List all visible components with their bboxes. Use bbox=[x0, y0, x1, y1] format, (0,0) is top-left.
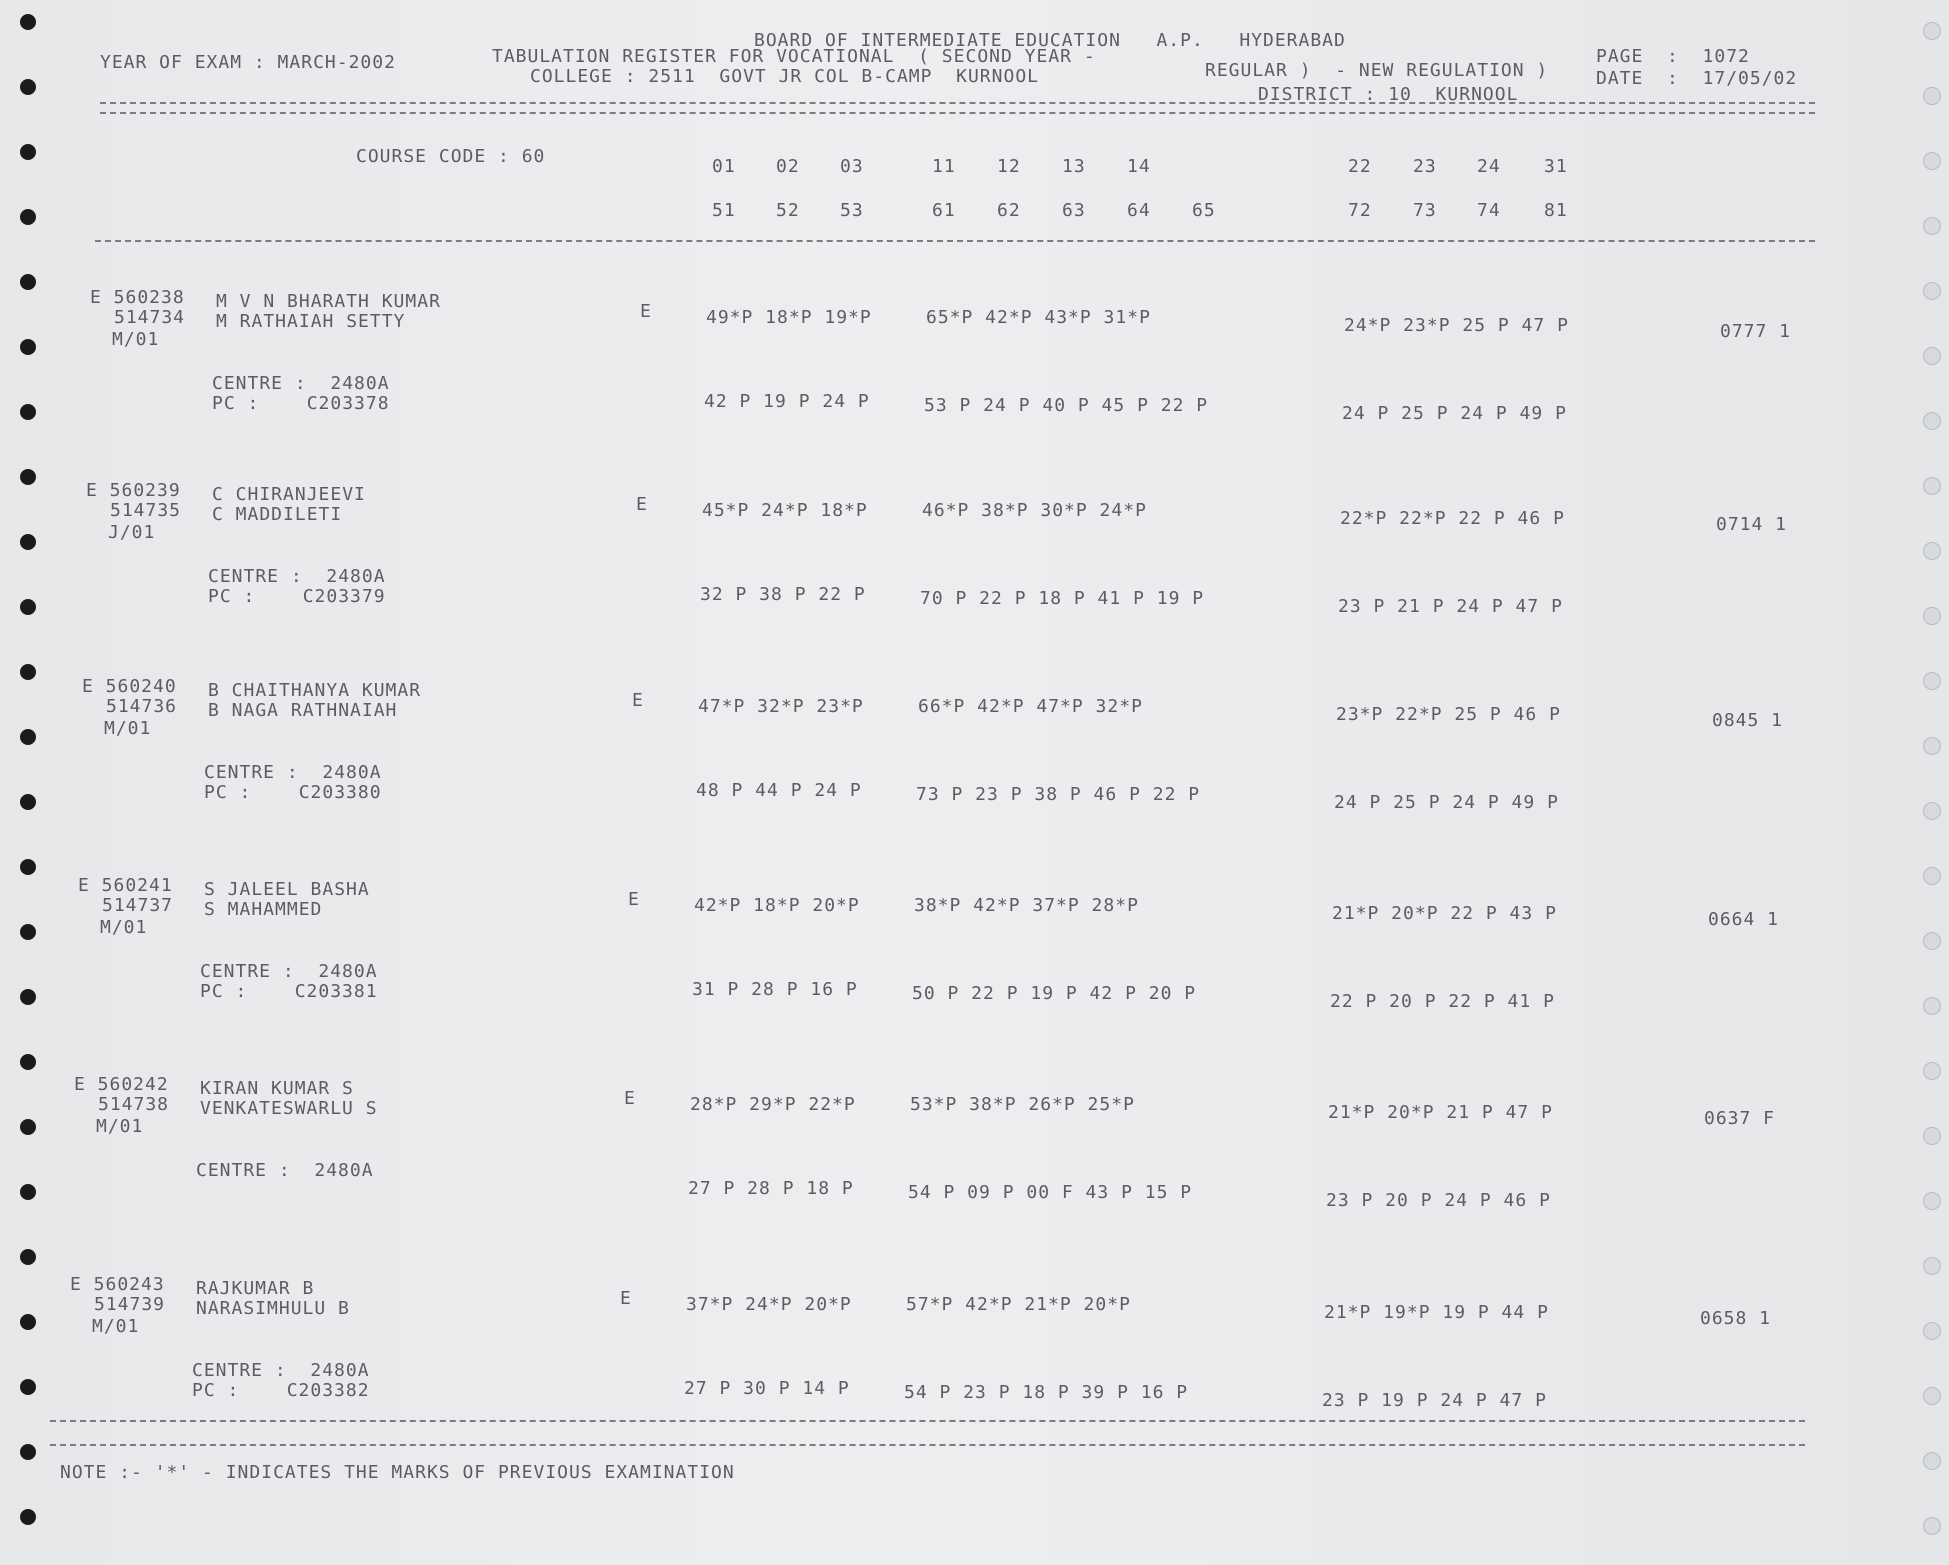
feed-hole bbox=[1923, 1452, 1941, 1470]
column-code: 81 bbox=[1544, 200, 1568, 221]
feed-hole bbox=[1923, 347, 1941, 365]
feed-hole bbox=[1923, 1062, 1941, 1080]
feed-hole bbox=[1923, 1322, 1941, 1340]
total-and-result: 0714 1 bbox=[1716, 514, 1788, 535]
column-code: 12 bbox=[997, 156, 1021, 177]
feed-hole bbox=[1923, 1257, 1941, 1275]
pc-number: PC : C203382 bbox=[192, 1380, 370, 1401]
feed-hole bbox=[20, 1119, 36, 1135]
column-code: 52 bbox=[776, 200, 800, 221]
registration-number: 514737 bbox=[102, 895, 174, 916]
student-name: M V N BHARATH KUMAR bbox=[216, 291, 441, 312]
father-name: S MAHAMMED bbox=[204, 899, 323, 920]
exam-centre: CENTRE : 2480A bbox=[200, 961, 378, 982]
feed-hole bbox=[20, 1249, 36, 1265]
feed-hole bbox=[1923, 1387, 1941, 1405]
marks-part-5: 54 P 09 P 00 F 43 P 15 P bbox=[908, 1182, 1193, 1203]
marks-part-5: 50 P 22 P 19 P 42 P 20 P bbox=[912, 983, 1197, 1004]
header-divider-2 bbox=[100, 112, 1815, 114]
course-code: COURSE CODE : 60 bbox=[356, 146, 546, 167]
column-code: 03 bbox=[840, 156, 864, 177]
college-label: COLLEGE : 2511 GOVT JR COL B-CAMP KURNOOL bbox=[530, 66, 1039, 87]
marks-part-5: 54 P 23 P 18 P 39 P 16 P bbox=[904, 1382, 1189, 1403]
feed-hole bbox=[20, 1444, 36, 1460]
marks-part-3: 24*P 23*P 25 P 47 P bbox=[1344, 315, 1569, 336]
page-number: PAGE : 1072 bbox=[1596, 46, 1750, 67]
hall-ticket-number: E 560242 bbox=[74, 1074, 169, 1095]
marks-part-2: 65*P 42*P 43*P 31*P bbox=[926, 307, 1151, 328]
total-and-result: 0845 1 bbox=[1712, 710, 1784, 731]
feed-hole bbox=[20, 209, 36, 225]
column-code: 63 bbox=[1062, 200, 1086, 221]
feed-hole bbox=[20, 729, 36, 745]
header-divider bbox=[100, 102, 1815, 104]
category-code: M/01 bbox=[112, 329, 160, 350]
medium-code: E bbox=[640, 301, 652, 322]
feed-hole bbox=[1923, 282, 1941, 300]
marks-part-4: 31 P 28 P 16 P bbox=[692, 979, 858, 1000]
column-code: 73 bbox=[1413, 200, 1437, 221]
feed-hole bbox=[20, 1184, 36, 1200]
feed-hole bbox=[1923, 22, 1941, 40]
exam-centre: CENTRE : 2480A bbox=[204, 762, 382, 783]
feed-hole bbox=[1923, 477, 1941, 495]
register-title: TABULATION REGISTER FOR VOCATIONAL ( SECOND YEAR - bbox=[492, 46, 1096, 67]
marks-part-2: 46*P 38*P 30*P 24*P bbox=[922, 500, 1147, 521]
registration-number: 514734 bbox=[114, 307, 186, 328]
feed-hole bbox=[20, 1054, 36, 1070]
total-and-result: 0658 1 bbox=[1700, 1308, 1772, 1329]
medium-code: E bbox=[636, 494, 648, 515]
column-code: 13 bbox=[1062, 156, 1086, 177]
marks-part-3: 21*P 20*P 21 P 47 P bbox=[1328, 1102, 1553, 1123]
exam-centre: CENTRE : 2480A bbox=[208, 566, 386, 587]
column-code: 62 bbox=[997, 200, 1021, 221]
marks-part-3: 21*P 19*P 19 P 44 P bbox=[1324, 1302, 1549, 1323]
feed-hole bbox=[20, 664, 36, 680]
print-date: DATE : 17/05/02 bbox=[1596, 68, 1798, 89]
father-name: NARASIMHULU B bbox=[196, 1298, 350, 1319]
student-name: RAJKUMAR B bbox=[196, 1278, 315, 1299]
column-code: 64 bbox=[1127, 200, 1151, 221]
marks-part-1: 42*P 18*P 20*P bbox=[694, 895, 860, 916]
column-header-divider bbox=[95, 240, 1815, 242]
feed-hole bbox=[1923, 1192, 1941, 1210]
feed-hole bbox=[20, 859, 36, 875]
marks-part-2: 53*P 38*P 26*P 25*P bbox=[910, 1094, 1135, 1115]
feed-hole bbox=[1923, 867, 1941, 885]
total-and-result: 0664 1 bbox=[1708, 909, 1780, 930]
column-code: 61 bbox=[932, 200, 956, 221]
marks-part-1: 37*P 24*P 20*P bbox=[686, 1294, 852, 1315]
feed-hole bbox=[1923, 802, 1941, 820]
marks-part-6: 24 P 25 P 24 P 49 P bbox=[1342, 403, 1567, 424]
column-code: 74 bbox=[1477, 200, 1501, 221]
feed-hole bbox=[1923, 1517, 1941, 1535]
feed-hole bbox=[20, 144, 36, 160]
feed-hole bbox=[20, 1379, 36, 1395]
marks-part-2: 38*P 42*P 37*P 28*P bbox=[914, 895, 1139, 916]
hall-ticket-number: E 560238 bbox=[90, 287, 185, 308]
pc-number: PC : C203379 bbox=[208, 586, 386, 607]
registration-number: 514735 bbox=[110, 500, 182, 521]
marks-part-3: 22*P 22*P 22 P 46 P bbox=[1340, 508, 1565, 529]
hall-ticket-number: E 560239 bbox=[86, 480, 181, 501]
feed-hole bbox=[1923, 737, 1941, 755]
feed-hole bbox=[20, 79, 36, 95]
district-label: DISTRICT : 10 KURNOOL bbox=[1258, 84, 1519, 105]
marks-part-6: 23 P 19 P 24 P 47 P bbox=[1322, 1390, 1547, 1411]
feed-hole bbox=[1923, 997, 1941, 1015]
feed-hole bbox=[1923, 932, 1941, 950]
exam-centre: CENTRE : 2480A bbox=[212, 373, 390, 394]
feed-hole bbox=[1923, 542, 1941, 560]
footer-divider bbox=[50, 1420, 1805, 1422]
feed-hole bbox=[20, 339, 36, 355]
total-and-result: 0777 1 bbox=[1720, 321, 1792, 342]
footnote: NOTE :- '*' - INDICATES THE MARKS OF PREVIOUS EXAMINATION bbox=[60, 1462, 735, 1483]
column-code: 31 bbox=[1544, 156, 1568, 177]
marks-part-4: 32 P 38 P 22 P bbox=[700, 584, 866, 605]
column-code: 72 bbox=[1348, 200, 1372, 221]
feed-hole bbox=[20, 469, 36, 485]
hall-ticket-number: E 560243 bbox=[70, 1274, 165, 1295]
feed-hole bbox=[20, 404, 36, 420]
marks-part-1: 28*P 29*P 22*P bbox=[690, 1094, 856, 1115]
father-name: M RATHAIAH SETTY bbox=[216, 311, 406, 332]
feed-hole bbox=[1923, 87, 1941, 105]
total-and-result: 0637 F bbox=[1704, 1108, 1776, 1129]
marks-part-3: 23*P 22*P 25 P 46 P bbox=[1336, 704, 1561, 725]
year-of-exam: YEAR OF EXAM : MARCH-2002 bbox=[100, 52, 396, 73]
medium-code: E bbox=[624, 1088, 636, 1109]
medium-code: E bbox=[620, 1288, 632, 1309]
father-name: VENKATESWARLU S bbox=[200, 1098, 378, 1119]
category-code: M/01 bbox=[104, 718, 152, 739]
father-name: B NAGA RATHNAIAH bbox=[208, 700, 398, 721]
feed-hole bbox=[20, 274, 36, 290]
feed-hole bbox=[20, 924, 36, 940]
marks-part-5: 53 P 24 P 40 P 45 P 22 P bbox=[924, 395, 1209, 416]
marks-part-4: 42 P 19 P 24 P bbox=[704, 391, 870, 412]
hall-ticket-number: E 560240 bbox=[82, 676, 177, 697]
marks-part-6: 23 P 20 P 24 P 46 P bbox=[1326, 1190, 1551, 1211]
father-name: C MADDILETI bbox=[212, 504, 343, 525]
board-title: BOARD OF INTERMEDIATE EDUCATION A.P. HYDERABAD bbox=[754, 30, 1346, 51]
marks-part-1: 45*P 24*P 18*P bbox=[702, 500, 868, 521]
student-name: C CHIRANJEEVI bbox=[212, 484, 366, 505]
column-code: 02 bbox=[776, 156, 800, 177]
column-code: 11 bbox=[932, 156, 956, 177]
marks-part-3: 21*P 20*P 22 P 43 P bbox=[1332, 903, 1557, 924]
category-code: M/01 bbox=[92, 1316, 140, 1337]
marks-part-5: 73 P 23 P 38 P 46 P 22 P bbox=[916, 784, 1201, 805]
marks-part-2: 57*P 42*P 21*P 20*P bbox=[906, 1294, 1131, 1315]
registration-number: 514739 bbox=[94, 1294, 166, 1315]
marks-part-1: 47*P 32*P 23*P bbox=[698, 696, 864, 717]
column-code: 24 bbox=[1477, 156, 1501, 177]
footer-divider-2 bbox=[50, 1444, 1805, 1446]
medium-code: E bbox=[632, 690, 644, 711]
marks-part-4: 27 P 30 P 14 P bbox=[684, 1378, 850, 1399]
marks-part-1: 49*P 18*P 19*P bbox=[706, 307, 872, 328]
column-code: 51 bbox=[712, 200, 736, 221]
exam-centre: CENTRE : 2480A bbox=[192, 1360, 370, 1381]
category-code: M/01 bbox=[96, 1116, 144, 1137]
feed-hole bbox=[20, 989, 36, 1005]
column-code: 65 bbox=[1192, 200, 1216, 221]
marks-part-6: 24 P 25 P 24 P 49 P bbox=[1334, 792, 1559, 813]
tractor-feed-holes-right bbox=[1909, 0, 1949, 1565]
category-code: M/01 bbox=[100, 917, 148, 938]
marks-part-2: 66*P 42*P 47*P 32*P bbox=[918, 696, 1143, 717]
marks-part-6: 22 P 20 P 22 P 41 P bbox=[1330, 991, 1555, 1012]
hall-ticket-number: E 560241 bbox=[78, 875, 173, 896]
student-name: S JALEEL BASHA bbox=[204, 879, 370, 900]
feed-hole bbox=[1923, 412, 1941, 430]
registration-number: 514736 bbox=[106, 696, 178, 717]
feed-hole bbox=[20, 794, 36, 810]
feed-hole bbox=[1923, 607, 1941, 625]
exam-centre: CENTRE : 2480A bbox=[196, 1160, 374, 1181]
column-code: 22 bbox=[1348, 156, 1372, 177]
column-code: 01 bbox=[712, 156, 736, 177]
feed-hole bbox=[20, 1314, 36, 1330]
tractor-feed-holes-left bbox=[0, 0, 40, 1565]
feed-hole bbox=[1923, 672, 1941, 690]
column-code: 53 bbox=[840, 200, 864, 221]
feed-hole bbox=[20, 14, 36, 30]
student-name: B CHAITHANYA KUMAR bbox=[208, 680, 422, 701]
pc-number: PC : C203378 bbox=[212, 393, 390, 414]
feed-hole bbox=[1923, 152, 1941, 170]
feed-hole bbox=[20, 534, 36, 550]
feed-hole bbox=[1923, 1127, 1941, 1145]
marks-part-4: 27 P 28 P 18 P bbox=[688, 1178, 854, 1199]
marks-part-5: 70 P 22 P 18 P 41 P 19 P bbox=[920, 588, 1205, 609]
category-code: J/01 bbox=[108, 522, 156, 543]
column-code: 23 bbox=[1413, 156, 1437, 177]
marks-part-6: 23 P 21 P 24 P 47 P bbox=[1338, 596, 1563, 617]
regulation-label: REGULAR ) - NEW REGULATION ) bbox=[1205, 60, 1549, 81]
pc-number: PC : C203380 bbox=[204, 782, 382, 803]
feed-hole bbox=[1923, 217, 1941, 235]
feed-hole bbox=[20, 1509, 36, 1525]
medium-code: E bbox=[628, 889, 640, 910]
pc-number: PC : C203381 bbox=[200, 981, 378, 1002]
feed-hole bbox=[20, 599, 36, 615]
marks-part-4: 48 P 44 P 24 P bbox=[696, 780, 862, 801]
student-name: KIRAN KUMAR S bbox=[200, 1078, 354, 1099]
registration-number: 514738 bbox=[98, 1094, 170, 1115]
column-code: 14 bbox=[1127, 156, 1151, 177]
